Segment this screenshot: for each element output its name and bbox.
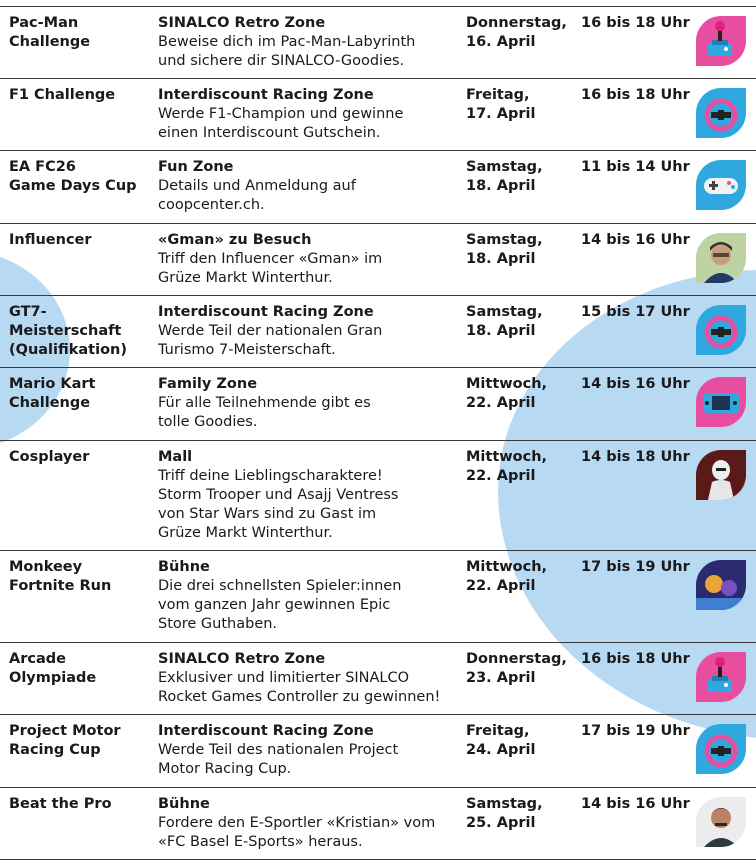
event-description: Für alle Teilnehmende gibt es tolle Goodies. bbox=[158, 395, 371, 430]
event-date: Samstag, 18. April bbox=[466, 304, 543, 339]
event-description: Triff deine Lieblingscharaktere! Storm Trooper und Asajj Ventress von Star Wars sind zu Gast im Grüze Markt Winterthur. bbox=[158, 468, 399, 541]
event-time: 16 bis 18 Uhr bbox=[581, 15, 690, 31]
event-row-cosplayer bbox=[0, 440, 756, 550]
event-zone: Interdiscount Racing Zone bbox=[158, 87, 374, 103]
event-row-mariokart bbox=[0, 367, 756, 440]
event-row-eafc bbox=[0, 150, 756, 223]
event-description: Werde Teil der nationalen Gran Turismo 7-Meisterschaft. bbox=[158, 323, 383, 358]
event-row-influencer bbox=[0, 223, 756, 295]
event-date: Donnerstag, 16. April bbox=[466, 15, 567, 50]
event-description: Die drei schnellsten Spieler:innen vom ganzen Jahr gewinnen Epic Store Guthaben. bbox=[158, 578, 402, 632]
event-description: Werde F1-Champion und gewinne einen Interdiscount Gutschein. bbox=[158, 106, 404, 141]
gamepad-icon bbox=[696, 160, 746, 210]
fortnite-image-icon bbox=[696, 560, 746, 610]
event-row-beat-the-pro bbox=[0, 787, 756, 859]
handheld-console-icon bbox=[696, 377, 746, 427]
stormtrooper-photo-icon bbox=[696, 450, 746, 500]
event-row-f1 bbox=[0, 78, 756, 150]
event-name: EA FC26 Game Days Cup bbox=[9, 159, 137, 194]
event-name: Beat the Pro bbox=[9, 796, 112, 812]
event-description: Triff den Influencer «Gman» im Grüze Markt Winterthur. bbox=[158, 251, 383, 286]
arcade-joystick-icon bbox=[696, 652, 746, 702]
event-row-project-motor bbox=[0, 714, 756, 787]
event-date: Freitag, 24. April bbox=[466, 723, 536, 758]
event-name: Pac-Man Challenge bbox=[9, 15, 91, 50]
table-bottom-rule bbox=[0, 859, 756, 860]
event-zone: Bühne bbox=[158, 559, 210, 575]
event-name: Mario Kart Challenge bbox=[9, 376, 96, 411]
event-row-pacman bbox=[0, 6, 756, 78]
event-date: Donnerstag, 23. April bbox=[466, 651, 567, 686]
event-zone: SINALCO Retro Zone bbox=[158, 15, 326, 31]
event-date: Mittwoch, 22. April bbox=[466, 559, 548, 594]
event-zone: «Gman» zu Besuch bbox=[158, 232, 312, 248]
event-time: 17 bis 19 Uhr bbox=[581, 723, 690, 739]
event-zone: Interdiscount Racing Zone bbox=[158, 304, 374, 320]
event-time: 17 bis 19 Uhr bbox=[581, 559, 690, 575]
event-zone: Interdiscount Racing Zone bbox=[158, 723, 374, 739]
event-name: GT7- Meisterschaft (Qualifikation) bbox=[9, 304, 127, 358]
event-description: Details und Anmeldung auf coopcenter.ch. bbox=[158, 178, 356, 213]
event-zone: Fun Zone bbox=[158, 159, 234, 175]
event-date: Mittwoch, 22. April bbox=[466, 449, 548, 484]
event-date: Samstag, 18. April bbox=[466, 159, 543, 194]
racing-wheel-icon bbox=[696, 88, 746, 138]
event-date: Samstag, 18. April bbox=[466, 232, 543, 267]
event-row-fortnite bbox=[0, 550, 756, 642]
arcade-joystick-icon bbox=[696, 16, 746, 66]
event-zone: Bühne bbox=[158, 796, 210, 812]
racing-wheel-icon bbox=[696, 724, 746, 774]
event-time: 14 bis 16 Uhr bbox=[581, 376, 690, 392]
event-time: 11 bis 14 Uhr bbox=[581, 159, 690, 175]
esportler-photo-icon bbox=[696, 797, 746, 847]
event-name: Arcade Olympiade bbox=[9, 651, 97, 686]
racing-wheel-icon bbox=[696, 305, 746, 355]
event-name: Influencer bbox=[9, 232, 92, 248]
event-date: Samstag, 25. April bbox=[466, 796, 543, 831]
event-date: Freitag, 17. April bbox=[466, 87, 536, 122]
event-row-gt7 bbox=[0, 295, 756, 367]
event-time: 14 bis 18 Uhr bbox=[581, 449, 690, 465]
event-row-arcade-olympiade bbox=[0, 642, 756, 714]
event-description: Exklusiver und limitierter SINALCO Rocket Games Controller zu gewinnen! bbox=[158, 670, 441, 705]
event-time: 15 bis 17 Uhr bbox=[581, 304, 690, 320]
event-time: 16 bis 18 Uhr bbox=[581, 651, 690, 667]
event-zone: Family Zone bbox=[158, 376, 258, 392]
event-name: Cosplayer bbox=[9, 449, 90, 465]
event-time: 14 bis 16 Uhr bbox=[581, 796, 690, 812]
event-date: Mittwoch, 22. April bbox=[466, 376, 548, 411]
event-time: 16 bis 18 Uhr bbox=[581, 87, 690, 103]
influencer-photo-icon bbox=[696, 233, 746, 283]
event-name: F1 Challenge bbox=[9, 87, 116, 103]
event-description: Beweise dich im Pac-Man-Labyrinth und sichere dir SINALCO-Goodies. bbox=[158, 34, 416, 69]
event-time: 14 bis 16 Uhr bbox=[581, 232, 690, 248]
event-name: Monkeey Fortnite Run bbox=[9, 559, 112, 594]
event-zone: Mall bbox=[158, 449, 193, 465]
event-description: Fordere den E-Sportler «Kristian» vom «FC Basel E-Sports» heraus. bbox=[158, 815, 436, 850]
event-zone: SINALCO Retro Zone bbox=[158, 651, 326, 667]
event-description: Werde Teil des nationalen Project Motor Racing Cup. bbox=[158, 742, 399, 777]
event-name: Project Motor Racing Cup bbox=[9, 723, 121, 758]
